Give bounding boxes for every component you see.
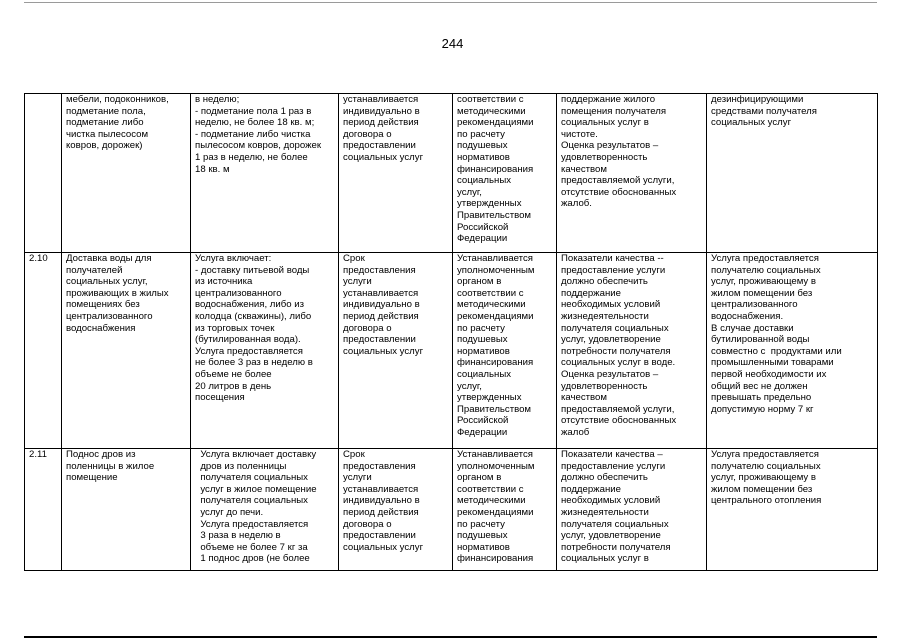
- table-row: [25, 253, 878, 449]
- cell-text-line: Федерации: [457, 426, 508, 438]
- cell-text-line: социальных услуг,: [66, 276, 148, 288]
- cell-text-line: Устанавливается: [457, 449, 533, 460]
- cell-norms: [453, 94, 557, 253]
- cell-num: 2.11: [25, 449, 62, 571]
- cell-text-line: должно обеспечить: [561, 276, 648, 288]
- cell-text-line: поддержание: [561, 483, 621, 495]
- cell-text-line: социальных услуг в: [561, 553, 649, 565]
- cell-text-line: рекомендациями: [457, 506, 534, 518]
- cell-text-line: (бутилированная вода).: [195, 334, 301, 346]
- cell-text-line: рекомендациями: [457, 310, 534, 322]
- cell-content: [191, 253, 339, 449]
- cell-text-line: чистка пылесосом: [66, 128, 149, 140]
- cell-text-line: жалоб: [561, 426, 590, 438]
- cell-text-line: Устанавливается: [457, 253, 533, 264]
- cell-text-line: услуги: [343, 276, 372, 288]
- cell-text-line: мебели, подоконников,: [66, 94, 169, 105]
- cell-text-line: центрального отопления: [711, 495, 822, 507]
- cell-text-line: Показатели качества --: [561, 253, 664, 264]
- cell-text-line: промышленными товарами: [711, 357, 834, 369]
- cell-text-line: устанавливается: [343, 94, 419, 105]
- cell-text-line: период действия: [343, 117, 419, 129]
- cell-text-line: отсутствие обоснованных: [561, 415, 677, 427]
- cell-text-line: органом в: [457, 472, 502, 484]
- cell-text-line: 1 раз в неделю, не более: [195, 151, 308, 163]
- cell-text-line: чистоте.: [561, 128, 598, 140]
- cell-text-line: Срок: [343, 253, 365, 264]
- cell-text-line: соответствии с: [457, 483, 524, 495]
- cell-text-line: жилом помещении без: [711, 287, 813, 299]
- cell-text-line: необходимых условий: [561, 299, 661, 311]
- cell-num: 2.10: [25, 253, 62, 449]
- cell-text-line: централизованного: [66, 310, 153, 322]
- cell-text-line: из торговых точек: [195, 322, 275, 334]
- cell-text-line: получателя социальных: [195, 472, 308, 484]
- cell-text-line: удовлетворенность: [561, 380, 648, 392]
- cell-text-line: рекомендациями: [457, 117, 534, 129]
- cell-text-line: социальных услуг в воде.: [561, 357, 676, 369]
- cell-text-line: жалоб.: [561, 198, 592, 210]
- cell-text-line: 20 литров в день: [195, 380, 272, 392]
- cell-text-line: общий вес не должен: [711, 380, 808, 392]
- cell-text-line: договора о: [343, 518, 392, 530]
- cell-text-line: социальных услуг: [343, 541, 424, 553]
- cell-text-line: нормативов: [457, 541, 510, 553]
- cell-text-line: финансирования: [457, 553, 534, 565]
- cell-text-line: услуг, проживающему в: [711, 276, 816, 288]
- cell-text-line: качеством: [561, 163, 607, 175]
- cell-text-line: 1 поднос дров (не более: [195, 553, 310, 565]
- cell-text-line: предоставления: [343, 264, 416, 276]
- cell-text-line: дезинфицирующими: [711, 94, 804, 105]
- bottom-rule: [24, 636, 877, 638]
- cell-text-line: получателей: [66, 264, 123, 276]
- cell-text-line: Показатели качества –: [561, 449, 663, 460]
- cell-text-line: пылесосом ковров, дорожек: [195, 140, 322, 152]
- cell-text-line: потребности получателя: [561, 345, 671, 357]
- cell-text-line: проживающих в жилых: [66, 287, 169, 299]
- table-row: [25, 449, 878, 571]
- cell-text-line: получателя социальных: [195, 495, 308, 507]
- cell-text-line: индивидуально в: [343, 299, 420, 311]
- cell-text-line: поддержание: [561, 287, 621, 299]
- cell-text-line: индивидуально в: [343, 495, 420, 507]
- cell-text-line: предоставлении: [343, 140, 416, 152]
- cell-text-line: получателю социальных: [711, 460, 821, 472]
- cell-text-line: уполномоченным: [457, 264, 535, 276]
- cell-conditions: [707, 253, 878, 449]
- cell-text-line: Российской: [457, 221, 509, 233]
- cell-text-line: договора о: [343, 322, 392, 334]
- cell-text-line: водоснабжения, либо из: [195, 299, 305, 311]
- cell-text-line: Правительством: [457, 209, 532, 221]
- cell-text-line: не более 3 раз в неделю в: [195, 357, 313, 369]
- cell-text-line: 3 раза в неделю в: [195, 530, 281, 542]
- cell-text-line: Услуга предоставляется: [711, 449, 819, 460]
- cell-text-line: устанавливается: [343, 483, 419, 495]
- cell-text-line: Правительством: [457, 403, 532, 415]
- cell-text-line: Срок: [343, 449, 365, 460]
- cell-text-line: подушевых: [457, 334, 508, 346]
- cell-text-line: предоставляемой услуги,: [561, 403, 675, 415]
- cell-text-line: подметание либо: [66, 117, 144, 129]
- cell-text-line: Услуга предоставляется: [711, 253, 819, 264]
- cell-conditions: [707, 449, 878, 571]
- cell-text-line: колодца (скважины), либо: [195, 310, 312, 322]
- cell-text-line: методическими: [457, 299, 526, 311]
- cell-text-line: предоставления: [343, 460, 416, 472]
- cell-text-line: удовлетворенность: [561, 151, 648, 163]
- cell-text-line: предоставление услуги: [561, 264, 666, 276]
- cell-text-line: - подметание либо чистка: [195, 128, 311, 140]
- cell-text-line: средствами получателя: [711, 105, 817, 117]
- cell-text-line: ковров, дорожек): [66, 140, 143, 152]
- cell-text-line: - подметание пола 1 раз в: [195, 105, 312, 117]
- cell-text-line: период действия: [343, 506, 419, 518]
- cell-term: [339, 253, 453, 449]
- cell-text-line: социальных услуг: [343, 151, 424, 163]
- cell-text-line: 18 кв. м: [195, 163, 230, 175]
- cell-text-line: водоснабжения.: [711, 310, 784, 322]
- cell-text-line: отсутствие обоснованных: [561, 186, 677, 198]
- cell-norms: [453, 253, 557, 449]
- cell-text-line: - доставку питьевой воды: [195, 264, 310, 276]
- top-rule: [24, 2, 877, 3]
- cell-text-line: нормативов: [457, 345, 510, 357]
- cell-text-line: водоснабжения: [66, 322, 136, 334]
- cell-text-line: социальных услуг: [343, 345, 424, 357]
- cell-text-line: неделю, не более 18 кв. м;: [195, 117, 315, 129]
- cell-quality: [557, 449, 707, 571]
- cell-text-line: необходимых условий: [561, 495, 661, 507]
- cell-text-line: услуг,: [457, 186, 482, 198]
- cell-text-line: поленницы в жилое: [66, 460, 155, 472]
- cell-text-line: методическими: [457, 495, 526, 507]
- page-number: 244: [441, 36, 464, 51]
- cell-text-line: Услуга предоставляется: [195, 518, 309, 530]
- table-body: [25, 94, 878, 571]
- cell-text-line: жилом помещении без: [711, 483, 813, 495]
- cell-text-line: Услуга предоставляется: [195, 345, 303, 357]
- cell-text-line: социальных услуг: [711, 117, 792, 129]
- cell-text-line: помещения получателя: [561, 105, 667, 117]
- cell-conditions: [707, 94, 878, 253]
- cell-text-line: Оценка результатов –: [561, 368, 659, 380]
- cell-text-line: помещение: [66, 472, 118, 484]
- cell-text-line: Услуга включает доставку: [195, 449, 317, 460]
- cell-text-line: централизованного: [711, 299, 798, 311]
- cell-text-line: из источника: [195, 276, 253, 288]
- cell-text-line: методическими: [457, 105, 526, 117]
- cell-quality: [557, 253, 707, 449]
- cell-name: [62, 253, 191, 449]
- cell-content: [191, 449, 339, 571]
- cell-term: [339, 94, 453, 253]
- cell-text-line: превышать предельно: [711, 392, 812, 404]
- cell-norms: [453, 449, 557, 571]
- services-table: [24, 93, 878, 571]
- cell-text-line: предоставляемой услуги,: [561, 175, 675, 187]
- cell-text-line: уполномоченным: [457, 460, 535, 472]
- cell-text-line: посещения: [195, 392, 245, 404]
- cell-text-line: объеме не более: [195, 368, 272, 380]
- cell-text-line: соответствии с: [457, 94, 524, 105]
- cell-num: [25, 94, 62, 253]
- cell-text-line: договора о: [343, 128, 392, 140]
- cell-text-line: бутилированной воды: [711, 334, 810, 346]
- cell-text-line: услуг,: [457, 380, 482, 392]
- cell-text-line: подушевых: [457, 140, 508, 152]
- cell-text-line: утвержденных: [457, 198, 522, 210]
- cell-text-line: социальных услуг в: [561, 117, 649, 129]
- cell-text-line: услуг до печи.: [195, 506, 264, 518]
- cell-text-line: утвержденных: [457, 392, 522, 404]
- cell-text-line: Доставка воды для: [66, 253, 152, 264]
- cell-text-line: нормативов: [457, 151, 510, 163]
- cell-text-line: социальных: [457, 175, 512, 187]
- cell-content: [191, 94, 339, 253]
- cell-text-line: предоставлении: [343, 334, 416, 346]
- cell-text-line: в неделю;: [195, 94, 240, 105]
- cell-text-line: Услуга включает:: [195, 253, 272, 264]
- cell-text-line: по расчету: [457, 518, 505, 530]
- cell-name: [62, 449, 191, 571]
- cell-text-line: предоставлении: [343, 530, 416, 542]
- cell-text-line: качеством: [561, 392, 607, 404]
- cell-text-line: услуг, проживающему в: [711, 472, 816, 484]
- cell-text-line: услуги: [343, 472, 372, 484]
- cell-text-line: соответствии с: [457, 287, 524, 299]
- cell-text-line: период действия: [343, 310, 419, 322]
- cell-text-line: Поднос дров из: [66, 449, 136, 460]
- cell-text-line: индивидуально в: [343, 105, 420, 117]
- cell-text-line: потребности получателя: [561, 541, 671, 553]
- cell-text-line: поддержание жилого: [561, 94, 656, 105]
- cell-text-line: совместно с продуктами или: [711, 345, 842, 357]
- cell-text-line: В случае доставки: [711, 322, 794, 334]
- cell-text-line: социальных: [457, 368, 512, 380]
- cell-text-line: жизнедеятельности: [561, 506, 649, 518]
- cell-text-line: дров из поленницы: [195, 460, 287, 472]
- cell-text-line: финансирования: [457, 357, 534, 369]
- cell-text-line: услуг, удовлетворение: [561, 334, 661, 346]
- cell-text-line: жизнедеятельности: [561, 310, 649, 322]
- cell-text-line: должно обеспечить: [561, 472, 648, 484]
- cell-name: [62, 94, 191, 253]
- cell-quality: [557, 94, 707, 253]
- cell-text-line: устанавливается: [343, 287, 419, 299]
- cell-text-line: по расчету: [457, 128, 505, 140]
- cell-text-line: Оценка результатов –: [561, 140, 659, 152]
- cell-text-line: подметание пола,: [66, 105, 146, 117]
- cell-text-line: получателю социальных: [711, 264, 821, 276]
- cell-text-line: услуг в жилое помещение: [195, 483, 317, 495]
- cell-text-line: объеме не более 7 кг за: [195, 541, 308, 553]
- cell-text-line: по расчету: [457, 322, 505, 334]
- table-row: [25, 94, 878, 253]
- cell-text-line: Российской: [457, 415, 509, 427]
- cell-text-line: предоставление услуги: [561, 460, 666, 472]
- cell-text-line: помещениях без: [66, 299, 140, 311]
- cell-text-line: получателя социальных: [561, 518, 669, 530]
- cell-term: [339, 449, 453, 571]
- cell-text-line: получателя социальных: [561, 322, 669, 334]
- cell-text-line: услуг, удовлетворение: [561, 530, 661, 542]
- cell-text-line: подушевых: [457, 530, 508, 542]
- cell-text-line: финансирования: [457, 163, 534, 175]
- cell-text-line: органом в: [457, 276, 502, 288]
- cell-text-line: Федерации: [457, 233, 508, 245]
- cell-text-line: допустимую норму 7 кг: [711, 403, 814, 415]
- cell-text-line: первой необходимости их: [711, 368, 827, 380]
- cell-text-line: централизованного: [195, 287, 282, 299]
